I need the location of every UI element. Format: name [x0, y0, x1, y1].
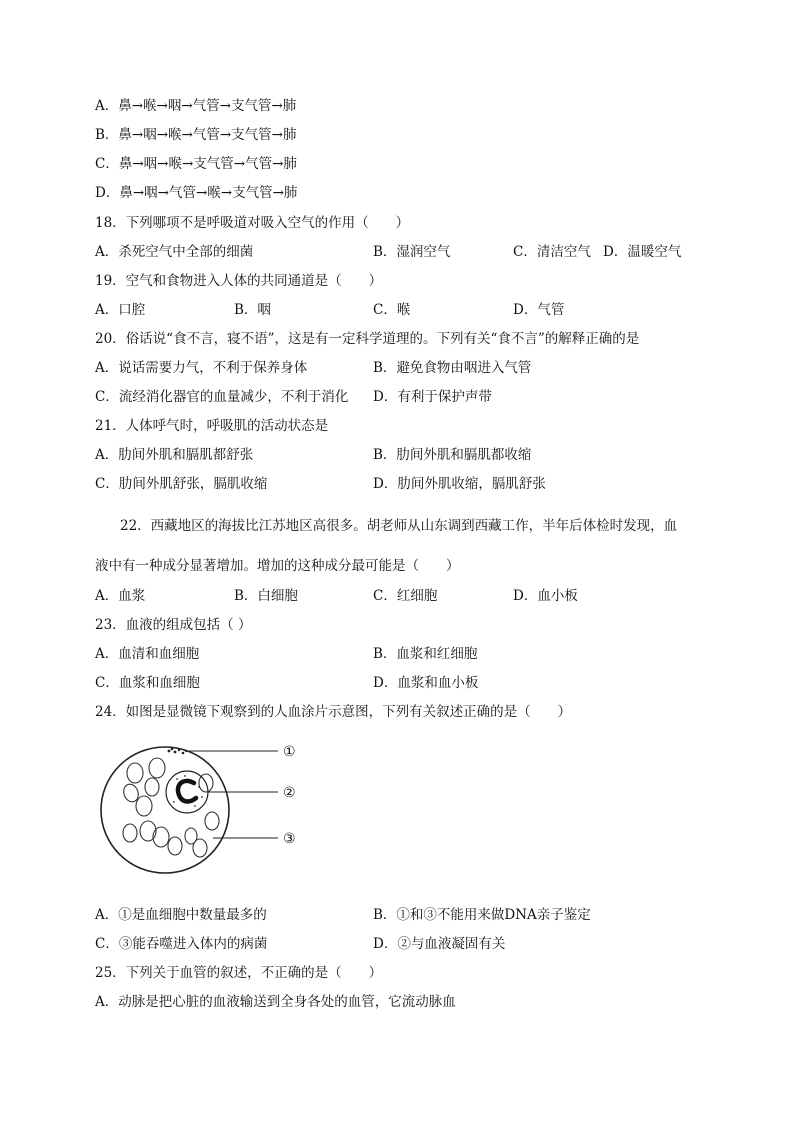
- q24-stem: 24．如图是显微镜下观察到的人血涂片示意图，下列有关叙述正确的是（ ）: [95, 704, 572, 720]
- q19-option-c: C．喉: [373, 302, 411, 318]
- q20-option-b: B．避免食物由咽进入气管: [373, 360, 532, 376]
- label-1: ①: [283, 744, 296, 760]
- q18-option-b: B．湿润空气: [373, 244, 451, 260]
- q22-option-c: C．红细胞: [373, 588, 438, 604]
- q20-stem: 20．俗话说“食不言，寝不语”，这是有一定科学道理的。下列有关“食不言”的解释正确的是: [95, 331, 640, 347]
- q23-option-d: D．血浆和血小板: [373, 675, 479, 691]
- red-blood-cells: [121, 758, 219, 857]
- q22-option-d: D．血小板: [513, 588, 578, 604]
- q17-option-a: A．鼻→喉→咽→气管→支气管→肺: [95, 98, 297, 114]
- q17-option-b: B．鼻→咽→喉→气管→支气管→肺: [95, 127, 297, 143]
- q24-option-b: B．①和③不能用来做DNA亲子鉴定: [373, 907, 591, 923]
- q20-option-a: A．说话需要力气，不利于保养身体: [95, 360, 308, 376]
- q17-option-c: C．鼻→咽→喉→支气管→气管→肺: [95, 156, 297, 172]
- q23-stem: 23．血液的组成包括（ ）: [95, 617, 252, 633]
- q18-option-a: A．杀死空气中全部的细菌: [95, 244, 254, 260]
- q22-stem-line2: 液中有一种成分显著增加。增加的这种成分最可能是（ ）: [95, 558, 460, 574]
- label-2: ②: [283, 785, 296, 801]
- blood-smear-diagram: [95, 735, 325, 885]
- q23-option-a: A．血清和血细胞: [95, 646, 200, 662]
- q23-option-b: B．血浆和红细胞: [373, 646, 478, 662]
- q21-option-a: A．肋间外肌和膈肌都舒张: [95, 447, 254, 463]
- q18-stem: 18．下列哪项不是呼吸道对吸入空气的作用（ ）: [95, 215, 410, 231]
- q20-option-d: D．有利于保护声带: [373, 389, 492, 405]
- q19-stem: 19．空气和食物进入人体的共同通道是（ ）: [95, 273, 383, 289]
- q25-stem: 25．下列关于血管的叙述，不正确的是（ ）: [95, 965, 383, 981]
- q20-option-c: C．流经消化器官的血量减少，不利于消化: [95, 389, 349, 405]
- white-blood-cell-icon: [166, 771, 208, 813]
- q17-option-d: D．鼻→咽→气管→喉→支气管→肺: [95, 185, 298, 201]
- q18-option-c: C．清洁空气: [513, 244, 591, 260]
- q24-option-d: D．②与血液凝固有关: [373, 936, 506, 952]
- q21-option-d: D．肋间外肌收缩，膈肌舒张: [373, 476, 546, 492]
- q24-option-c: C．③能吞噬进入体内的病菌: [95, 936, 268, 952]
- q22-stem-line1: 22．西藏地区的海拔比江苏地区高很多。胡老师从山东调到西藏工作，半年后体检时发现，血: [120, 518, 678, 534]
- q21-stem: 21．人体呼气时，呼吸肌的活动状态是: [95, 418, 329, 434]
- q19-option-a: A．口腔: [95, 302, 146, 318]
- q21-option-c: C．肋间外肌舒张，膈肌收缩: [95, 476, 268, 492]
- q19-option-b: B．咽: [234, 302, 271, 318]
- q23-option-c: C．血浆和血细胞: [95, 675, 200, 691]
- q25-option-a: A．动脉是把心脏的血液输送到全身各处的血管，它流动脉血: [95, 994, 456, 1010]
- q22-option-b: B．白细胞: [234, 588, 298, 604]
- q24-option-a: A．①是血细胞中数量最多的: [95, 907, 267, 923]
- q19-option-d: D．气管: [513, 302, 565, 318]
- label-3: ③: [283, 831, 296, 847]
- q22-option-a: A．血浆: [95, 588, 146, 604]
- q21-option-b: B．肋间外肌和膈肌都收缩: [373, 447, 532, 463]
- q18-option-d: D．温暖空气: [603, 244, 682, 260]
